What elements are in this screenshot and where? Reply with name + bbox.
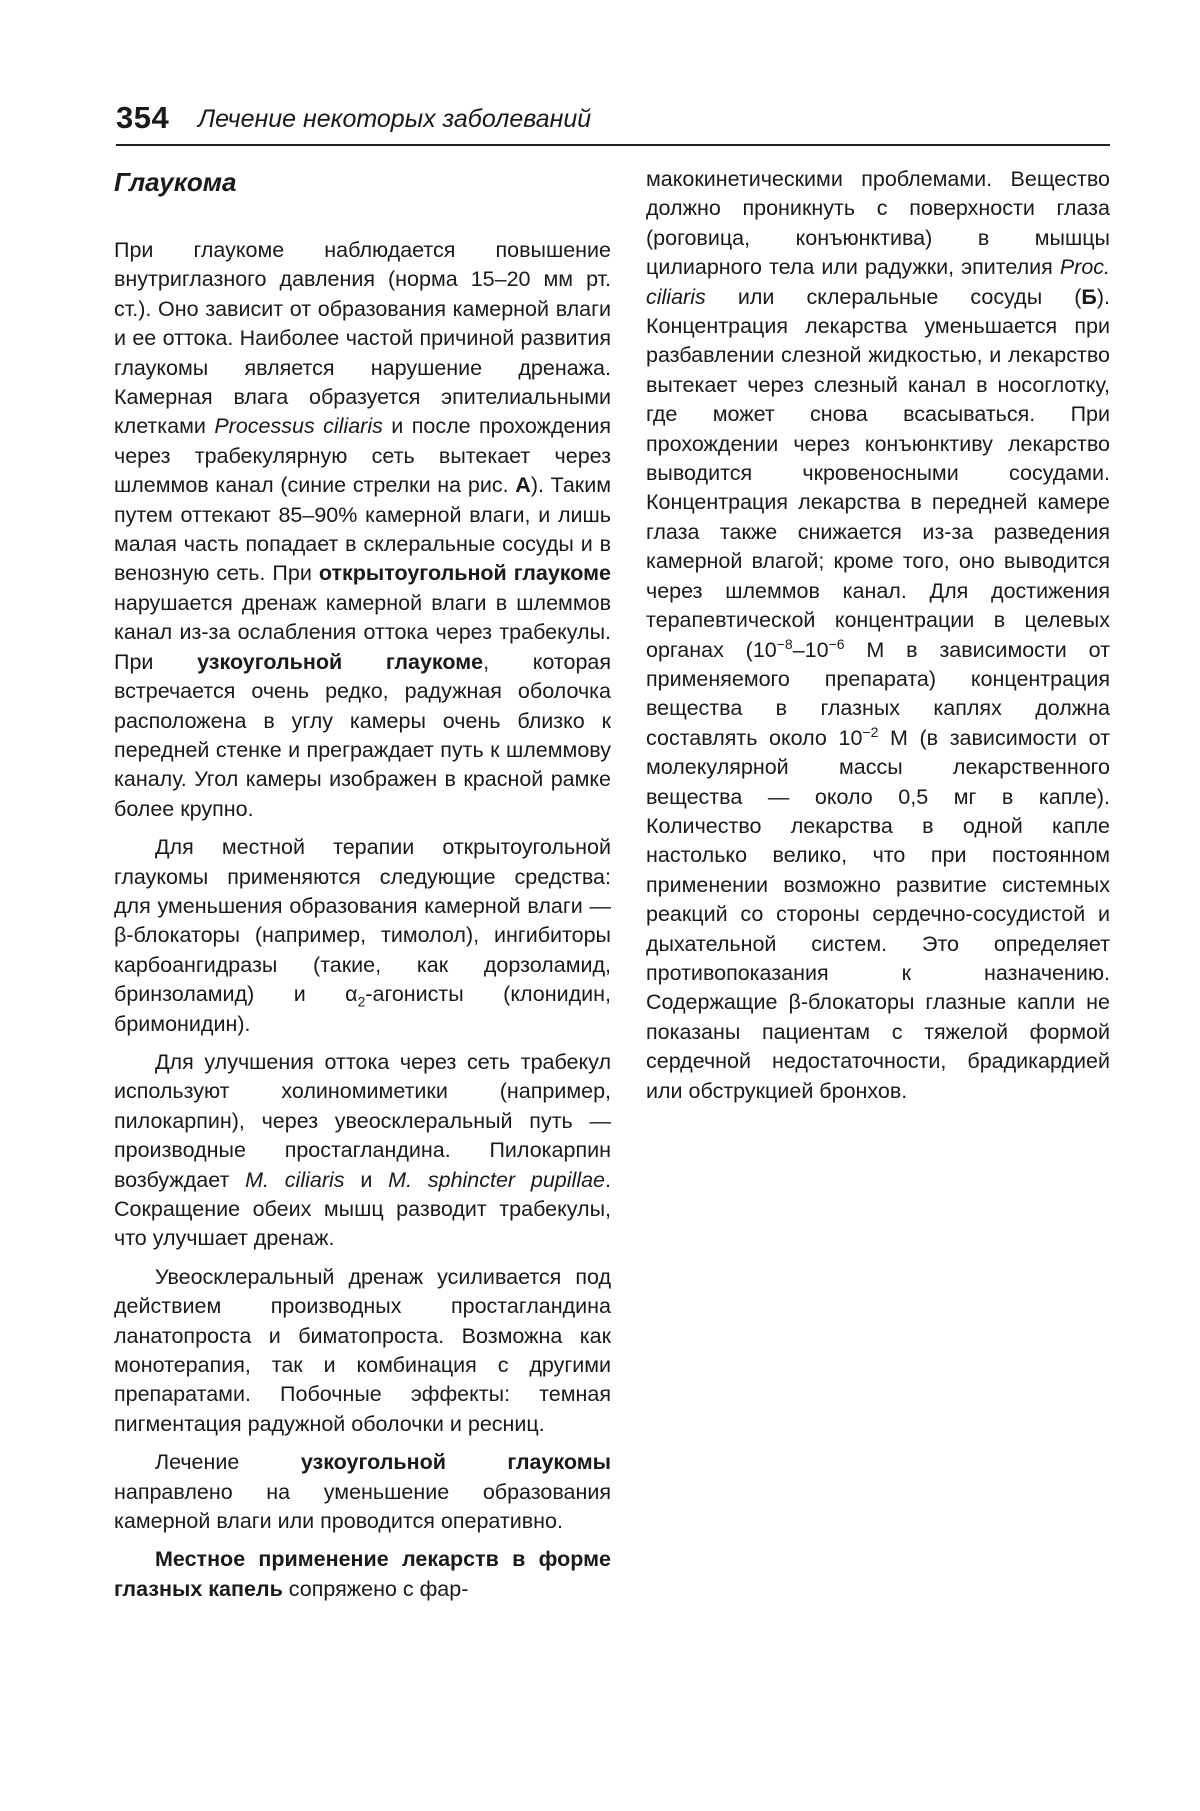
page-number: 354 (116, 100, 170, 135)
running-title: Лечение некоторых заболеваний (198, 105, 592, 133)
bold-term: узкоугольной глаукоме (197, 649, 484, 674)
right-column (646, 165, 1110, 1106)
figure-ref-b: Б (1081, 284, 1097, 309)
latin-term: Processus ciliaris (214, 414, 383, 439)
figure-ref-a: А (515, 473, 531, 498)
left-column (114, 165, 611, 1604)
paragraph-6: Местное применение лекарств в форме глазных капель сопряжено с фар- (114, 1547, 611, 1601)
paragraph-2: Для местной терапии открытоугольной глаукомы применяются следующие средства: для уменьшения образования камерной влаги — β-блокаторы (например, тимолол), ингибиторы карбоангидразы (такие, как дорзоламид, бринзоламид) и $\alpha_2$-агонисты (клонидин, бримонидин). (114, 835, 612, 1036)
paragraph-1: При глаукоме наблюдается повышение внутриглазного давления (норма 15–20 мм рт. ст.). Оно зависит от образования камерной влаги и ее оттока. Наиболее частой причиной развития глаукомы является нарушение дренажа. Камерная влага образуется эпителиальными клетками Processus ciliaris и после прохождения через трабекулярную сеть вытекает через шлеммов канал (синие стрелки на рис. А). Таким путем оттекают 85–90% камерной влаги, и лишь малая часть попадает в склеральные сосуды и в венозную сеть. При открытоугольной глаукоме нарушается дренаж камерной влаги в шлеммов канал из-за ослабления оттока через трабекулы. При узкоугольной глаукоме, которая встречается очень редко, радужная оболочка расположена в углу камеры очень близко к передней стенке и преграждает путь к шлеммову каналу. Угол камеры изображен в красной рамке более крупно. (114, 238, 611, 821)
paragraph-4: Увеосклеральный дренаж усиливается под действием производных простагландина ланатопроста и биматопроста. Возможна как монотерапия, так и комбинация с другими препаратами. Побочные эффекты: темная пигментация радужной оболочки и ресниц. (114, 1264, 611, 1436)
section-title: Глаукома (114, 167, 237, 197)
page-header (116, 100, 1110, 146)
latin-term: M. ciliaris (245, 1167, 345, 1192)
bold-term: открытоугольной глаукоме (318, 561, 611, 586)
latin-term: Proc. ciliaris (646, 255, 1110, 309)
paragraph-5: Лечение узкоугольной глаукомы направлено на уменьшение образования камерной влаги или проводится оперативно. (114, 1450, 612, 1534)
bold-term: Местное применение лекарств в форме глазных капель (114, 1547, 611, 1601)
paragraph-7: макокинетическими проблемами. Вещество должно проникнуть с поверхности глаза (роговица, конъюнктива) в мышцы цилиарного тела или радужки, эпителия Proc. ciliaris или склеральные сосуды (Б). Концентрация лекарства уменьшается при разбавлении слезной жидкостью, и лекарство вытекает через слезный канал в носоглотку, где может снова всасываться. При прохождении через конъюнктиву лекарство выводится чкровеносными сосудами. Концентрация лекарства в передней камере глаза также снижается из-за разведения камерной влагой; кроме того, оно выводится через шлеммов канал. Для достижения терапевтической концентрации в целевых органах ($10^{-8}-10^{-6}$ М в зависимости от применяемого препарата) концентрация вещества в глазных каплях должна составлять около $10^{-2}$ М (в зависимости от молекулярной массы лекарственного вещества — около 0,5 мг в капле). Количество лекарства в одной капле настолько велико, что при постоянном применении возможно развитие системных реакций со стороны сердечно-сосудистой и дыхательной систем. Это определяет противопоказания к назначению. Содержащие β-блокаторы глазные капли не показаны пациентам с тяжелой формой сердечной недостаточности, брадикардией или обструкцией бронхов. (646, 167, 1111, 1103)
paragraph-3: Для улучшения оттока через сеть трабекул используют холиномиметики (например, пилокарпин), через увеосклеральный путь — производные простагландина. Пилокарпин возбуждает M. ciliaris и M. sphincter pupillae. Сокращение обеих мышц разводит трабекулы, что улучшает дренаж. (114, 1049, 611, 1251)
bold-term: узкоугольной глаукомы (300, 1450, 612, 1475)
latin-term: M. sphincter pupillae (388, 1167, 606, 1192)
header-rule (116, 144, 1110, 146)
